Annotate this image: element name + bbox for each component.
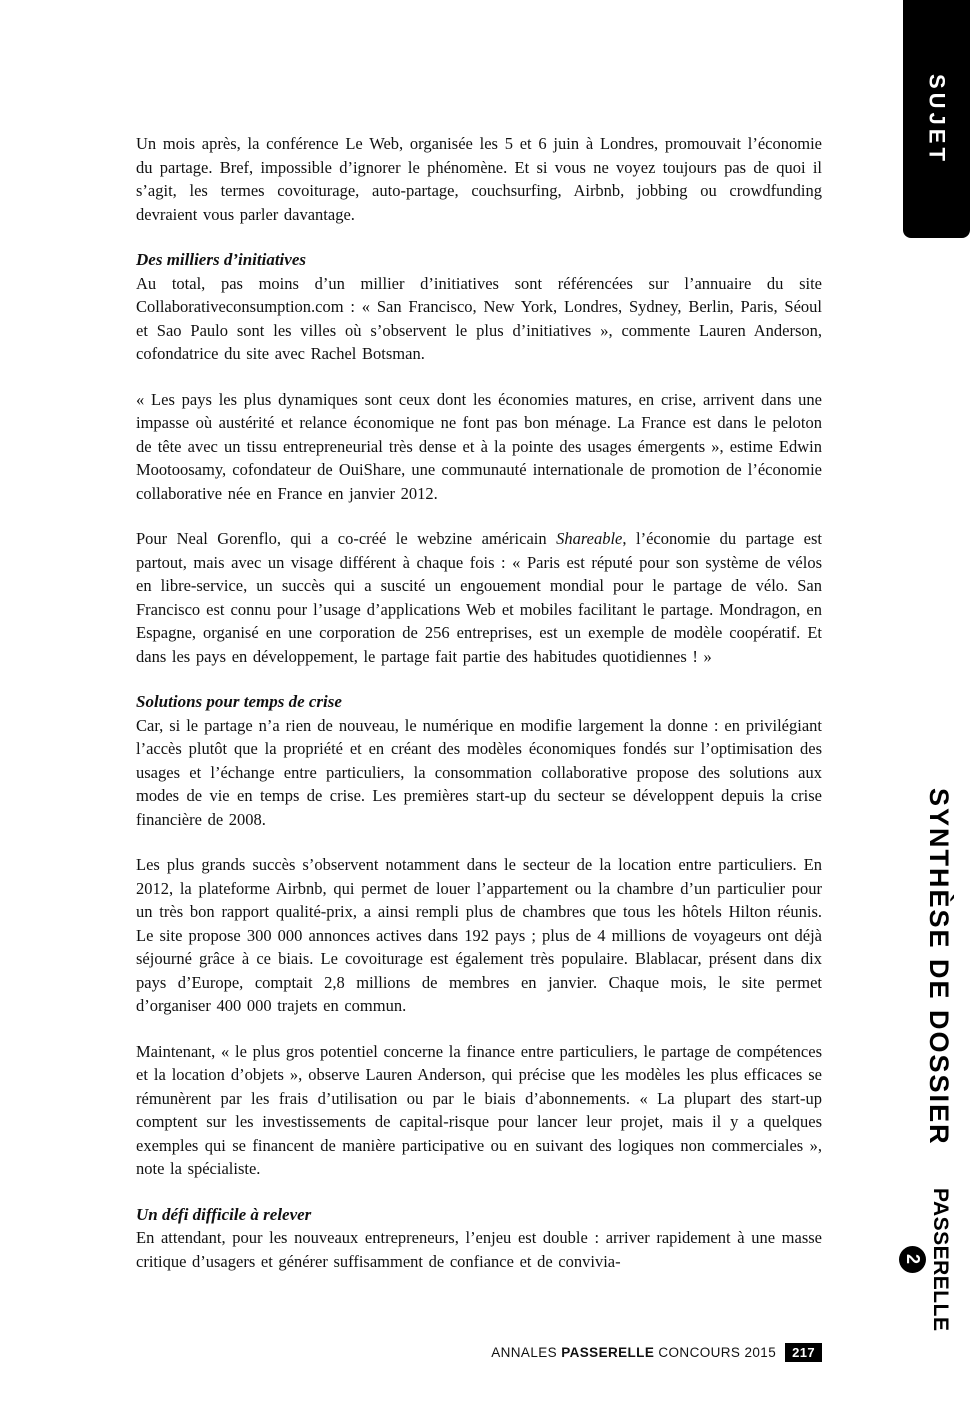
page-footer <box>136 1343 822 1362</box>
paragraph <box>136 527 822 668</box>
paragraph: Maintenant, « le plus gros potentiel concerne la finance entre particuliers, le partage de compétences et la location d’objets », observe Lauren Anderson, qui précise que les modèles les plus efficaces se rémunèrent par les frais d’utilisation ou par le biais d’abonnements. « La plupart des start-up comptent sur les investissements de capital-risque pour lancer leur projet, mais il y a quelques exemples qui se financent de manière participative ou en suivant des logiques non commerciales », note la spécialiste. <box>136 1041 822 1178</box>
paragraph: Car, si le partage n’a rien de nouveau, le numérique en modifie largement la donne : en privilégiant l’accès plutôt que la propriété et en créant des modèles économiques fondés sur l’optimisation des usages et l’échange entre particuliers, la consommation collaborative propose des solutions aux modes de vie en temps de crise. Les premières start-up du secteur se développent depuis la crise financière de 2008. <box>136 715 822 829</box>
section-heading: Des milliers d’initiatives <box>136 250 306 269</box>
brand-name: PASSERELLE <box>929 1188 952 1332</box>
paragraph: « Les pays les plus dynamiques sont ceux dont les économies matures, en crise, arrivent dans une impasse où austérité et relance économique ne font pas bon ménage. La France est dans le peloton de tête avec un tissu entrepreneurial très dense et à la pointe des usages émergents », estime Edwin Mootoosamy, cofondateur de OuiShare, une communauté internationale de promotion de l’économie collaborative née en France en janvier 2012. <box>136 389 822 503</box>
italic-term: Shareable <box>556 529 623 548</box>
paragraph: Un mois après, la conférence Le Web, organisée les 5 et 6 juin à Londres, promouvait l’économie du partage. Bref, impossible d’ignorer le phénomène. Et si vous ne voyez toujours pas de quoi il s’agit, les termes covoiturage, auto-partage, couchsurfing, Airbnb, jobbing ou crowdfunding devraient vous parler davantage. <box>136 134 822 224</box>
brand-circle <box>899 1246 926 1273</box>
sujet-tab <box>903 0 970 238</box>
footer-text <box>491 1345 776 1360</box>
brand-number: 2 <box>903 1254 923 1265</box>
paragraph: Les plus grands succès s’observent notamment dans le secteur de la location entre particuliers. En 2012, la plateforme Airbnb, qui permet de louer l’appartement ou la chambre d’un particulier pour un très bon rapport qualité-prix, a ainsi rempli plus de chambres que tous les hôtels Hilton réunis. Le site propose 300 000 annonces actives dans 192 pays ; plus de 4 millions de voyageurs ont déjà séjourné grâce à ce biais. Le covoiturage est également très populaire. Blablacar, présent dans dix pays d’Europe, comptait 2,8 millions de membres en janvier. Chaque mois, le site permet d’organiser 400 000 trajets en commun. <box>136 855 822 1015</box>
article-body <box>136 132 822 1295</box>
section-heading: Un défi difficile à relever <box>136 1204 312 1224</box>
concours-label: CONCOURS 2015 <box>654 1345 777 1360</box>
vertical-title: SYNTHÈSE DE DOSSIER <box>924 788 954 1146</box>
section-heading: Solutions pour temps de crise <box>136 692 342 711</box>
brand-label: PASSERELLE <box>561 1345 655 1360</box>
brand-vertical <box>899 1188 952 1331</box>
paragraph-text: , l’économie du partage est partout, mais avec un visage différent à chaque fois : « Paris est réputé pour son système de vélos en libre-service, un succès qui a suscité un engouement mondial pour le partage de vélo. San Francisco est connu pour l’usage d’applications Web et mobiles facilitant le partage. Mondragon, en Espagne, organisé en une corporation de 256 entreprises, est un exemple de modèle coopératif. Et dans les pays en développement, le partage fait partie des habitudes quotidiennes ! » <box>136 529 822 666</box>
sujet-tab-label: SUJET <box>924 73 950 165</box>
annales-label: ANNALES <box>491 1345 562 1360</box>
page-number-badge: 217 <box>785 1343 822 1362</box>
paragraph: Au total, pas moins d’un millier d’initiatives sont référencées sur l’annuaire du site Collaborativeconsumption.com : « San Francisco, New York, Londres, Sydney, Berlin, Paris, Séoul et Sao Paulo sont les villes où s’observent le plus d’initiatives », commente Lauren Anderson, cofondatrice du site avec Rachel Botsman. <box>136 273 822 363</box>
paragraph: En attendant, pour les nouveaux entrepreneurs, l’enjeu est double : arriver rapidement à une masse critique d’usagers et générer suffisamment de confiance et de convivia- <box>136 1228 822 1271</box>
paragraph-text: Pour Neal Gorenflo, qui a co-créé le webzine américain <box>136 529 557 548</box>
